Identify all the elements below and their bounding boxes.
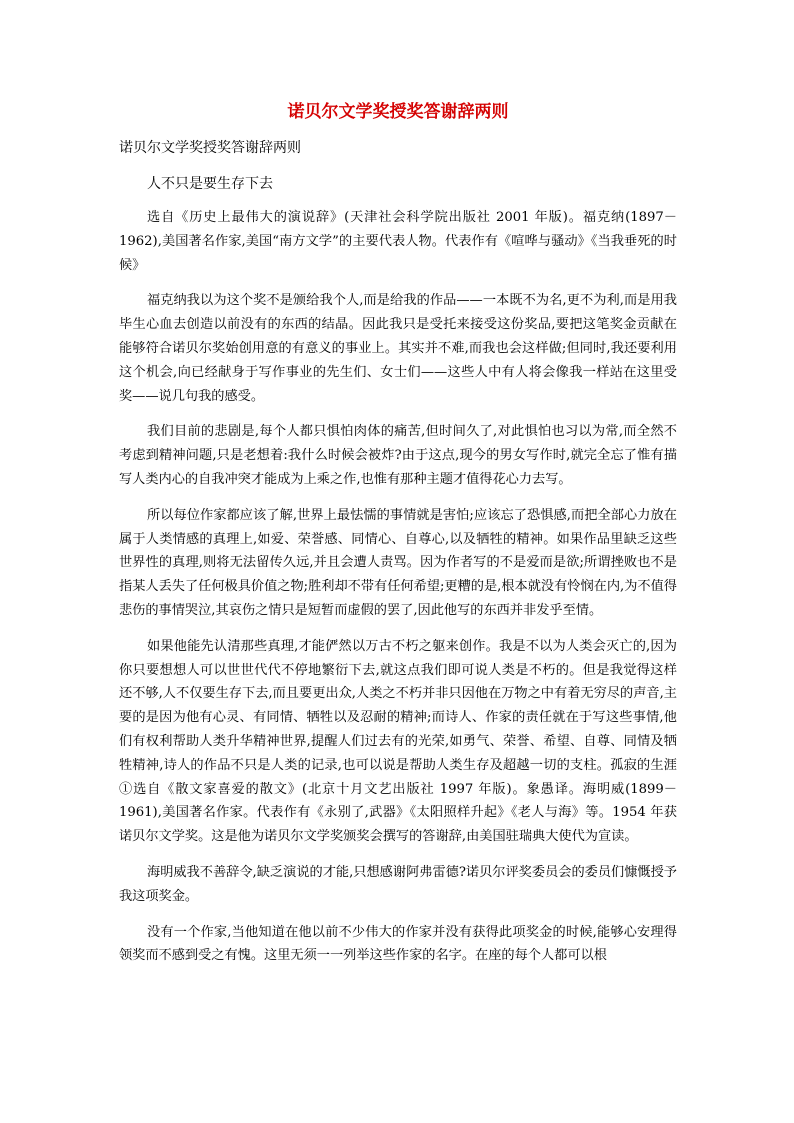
paragraph-hemingway-1: 海明威我不善辞令,缺乏演说的才能,只想感谢阿弗雷德?诺贝尔评奖委员会的委员们慷慨授予我这项奖金。	[119, 864, 677, 904]
paragraph-faulkner-4: 如果他能先认清那些真理,才能俨然以万古不朽之躯来创作。我是不以为人类会灭亡的,因为你只要想想人可以世世代代不停地繁衍下去,就这点我们即可说人类是不朽的。但是我觉得这样还不够,人不仅要生存下去,而且要更出众,人类之不朽并非只因他在万物之中有着无穷尽的声音,主要的是因为他有心灵、有同情、牺牲以及忍耐的精神;而诗人、作家的责任就在于写这些事情,他们有权利帮助人类升华精神世界,提醒人们过去有的光荣,如勇气、荣誉、希望、自尊、同情及牺牲精神,诗人的作品不只是人类的记录,也可以说是帮助人类生存及超越一切的支柱。孤寂的生涯①选自《散文家喜爱的散文》(北京十月文艺出版社 1997 年版)。象愚译。海明威(1899－1961),美国著名作家。代表作有《永别了,武器》《太阳照样升起》《老人与海》等。1954 年获诺贝尔文学奖。这是他为诺贝尔文学奖颁奖会撰写的答谢辞,由美国驻瑞典大使代为宣读。	[119, 638, 677, 845]
paragraph-faulkner-3: 所以每位作家都应该了解,世界上最怯懦的事情就是害怕;应该忘了恐惧感,而把全部心力放在属于人类情感的真理上,如爱、荣誉感、同情心、自尊心,以及牺牲的精神。如果作品里缺乏这些世界性的真理,则将无法留传久远,并且会遭人责骂。因为作者写的不是爱而是欲;所谓挫败也不是指某人丢失了任何极具价值之物;胜利却不带有任何希望;更糟的是,根本就没有怜悯在内,为不值得悲伤的事情哭泣,其哀伤之情只是短暂而虚假的罢了,因此他写的东西并非发乎至情。	[119, 507, 677, 618]
paragraph-faulkner-1: 福克纳我以为这个奖不是颁给我个人,而是给我的作品——一本既不为名,更不为利,而是用我毕生心血去创造以前没有的东西的结晶。因此我只是受托来接受这份奖品,要把这笔奖金贡献在能够符合诺贝尔奖始创用意的有意义的事业上。其实并不难,而我也会这样做;但同时,我还要利用这个机会,向已经献身于写作事业的先生们、女士们——这些人中有人将会像我一样站在这里受奖——说几句我的感受。	[119, 293, 677, 404]
document-title: 诺贝尔文学奖授奖答谢辞两则	[287, 102, 509, 122]
paragraph-hemingway-2: 没有一个作家,当他知道在他以前不少伟大的作家并没有获得此项奖金的时候,能够心安理得领奖而不感到受之有愧。这里无须一一列举这些作家的名字。在座的每个人都可以根	[119, 924, 677, 964]
document-subtitle: 诺贝尔文学奖授奖答谢辞两则	[119, 140, 301, 156]
paragraph-faulkner-2: 我们目前的悲剧是,每个人都只惧怕肉体的痛苦,但时间久了,对此惧怕也习以为常,而全然不考虑到精神问题,只是老想着:我什么时候会被炸?由于这点,现今的男女写作时,就完全忘了惟有描写人类内心的自我冲突才能成为上乘之作,也惟有那种主题才值得花心力去写。	[119, 424, 677, 487]
document-page	[119, 100, 677, 980]
section-heading: 人不只是要生存下去	[147, 176, 273, 192]
paragraph-source-faulkner: 选自《历史上最伟大的演说辞》(天津社会科学院出版社 2001 年版)。福克纳(1897－1962),美国著名作家,美国“南方文学”的主要代表人物。代表作有《喧哗与骚动》《当我垂死的时候》	[119, 210, 677, 273]
